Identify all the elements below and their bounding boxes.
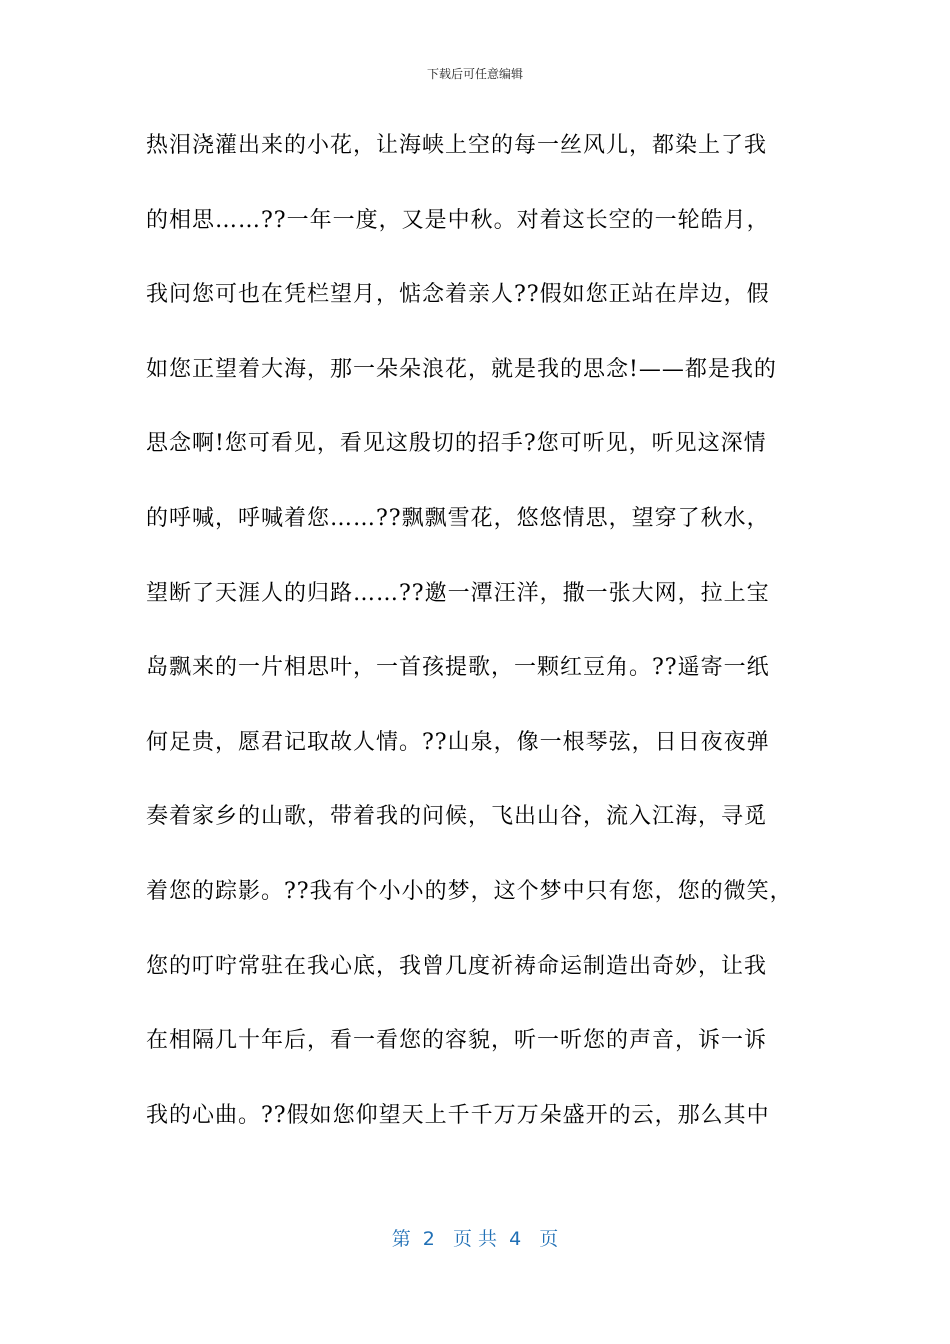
text-line: 岛飘来的一片相思叶，一首孩提歌，一颗红豆角。??遥寄一纸: [146, 655, 770, 681]
page-number-footer: 第 2 页 共 4 页: [391, 1228, 559, 1250]
text-line: 的相思……??一年一度，又是中秋。对着这长空的一轮皓月，: [146, 207, 770, 233]
text-line: 望断了天涯人的归路……??邀一潭汪洋，撒一张大网，拉上宝: [146, 580, 770, 606]
text-line: 如您正望着大海，那一朵朵浪花，就是我的思念!——都是我的: [146, 356, 777, 382]
page-header: 下载后可任意编辑: [426, 67, 523, 81]
text-line: 奏着家乡的山歌，带着我的问候，飞出山谷，流入江海，寻觅: [146, 804, 768, 830]
text-line: 何足贵，愿君记取故人情。??山泉，像一根琴弦，日日夜夜弹: [146, 729, 770, 755]
text-line: 的呼喊，呼喊着您……??飘飘雪花，悠悠情思，望穿了秋水，: [146, 505, 770, 531]
text-line: 思念啊!您可看见，看见这殷切的招手?您可听见，听见这深情: [146, 431, 767, 457]
text-line: 我的心曲。??假如您仰望天上千千万万朵盛开的云，那么其中: [146, 1102, 770, 1128]
text-line: 热泪浇灌出来的小花，让海峡上空的每一丝风儿，都染上了我: [146, 133, 768, 158]
text-line: 您的叮咛常驻在我心底，我曾几度祈祷命运制造出奇妙，让我: [146, 953, 768, 979]
text-line: 我问您可也在凭栏望月，惦念着亲人??假如您正站在岸边，假: [146, 282, 770, 308]
text-line: 在相隔几十年后，看一看您的容貌，听一听您的声音，诉一诉: [146, 1028, 768, 1054]
body-text: [146, 124, 826, 1168]
text-line: 着您的踪影。??我有个小小的梦，这个梦中只有您，您的微笑，: [146, 878, 793, 904]
